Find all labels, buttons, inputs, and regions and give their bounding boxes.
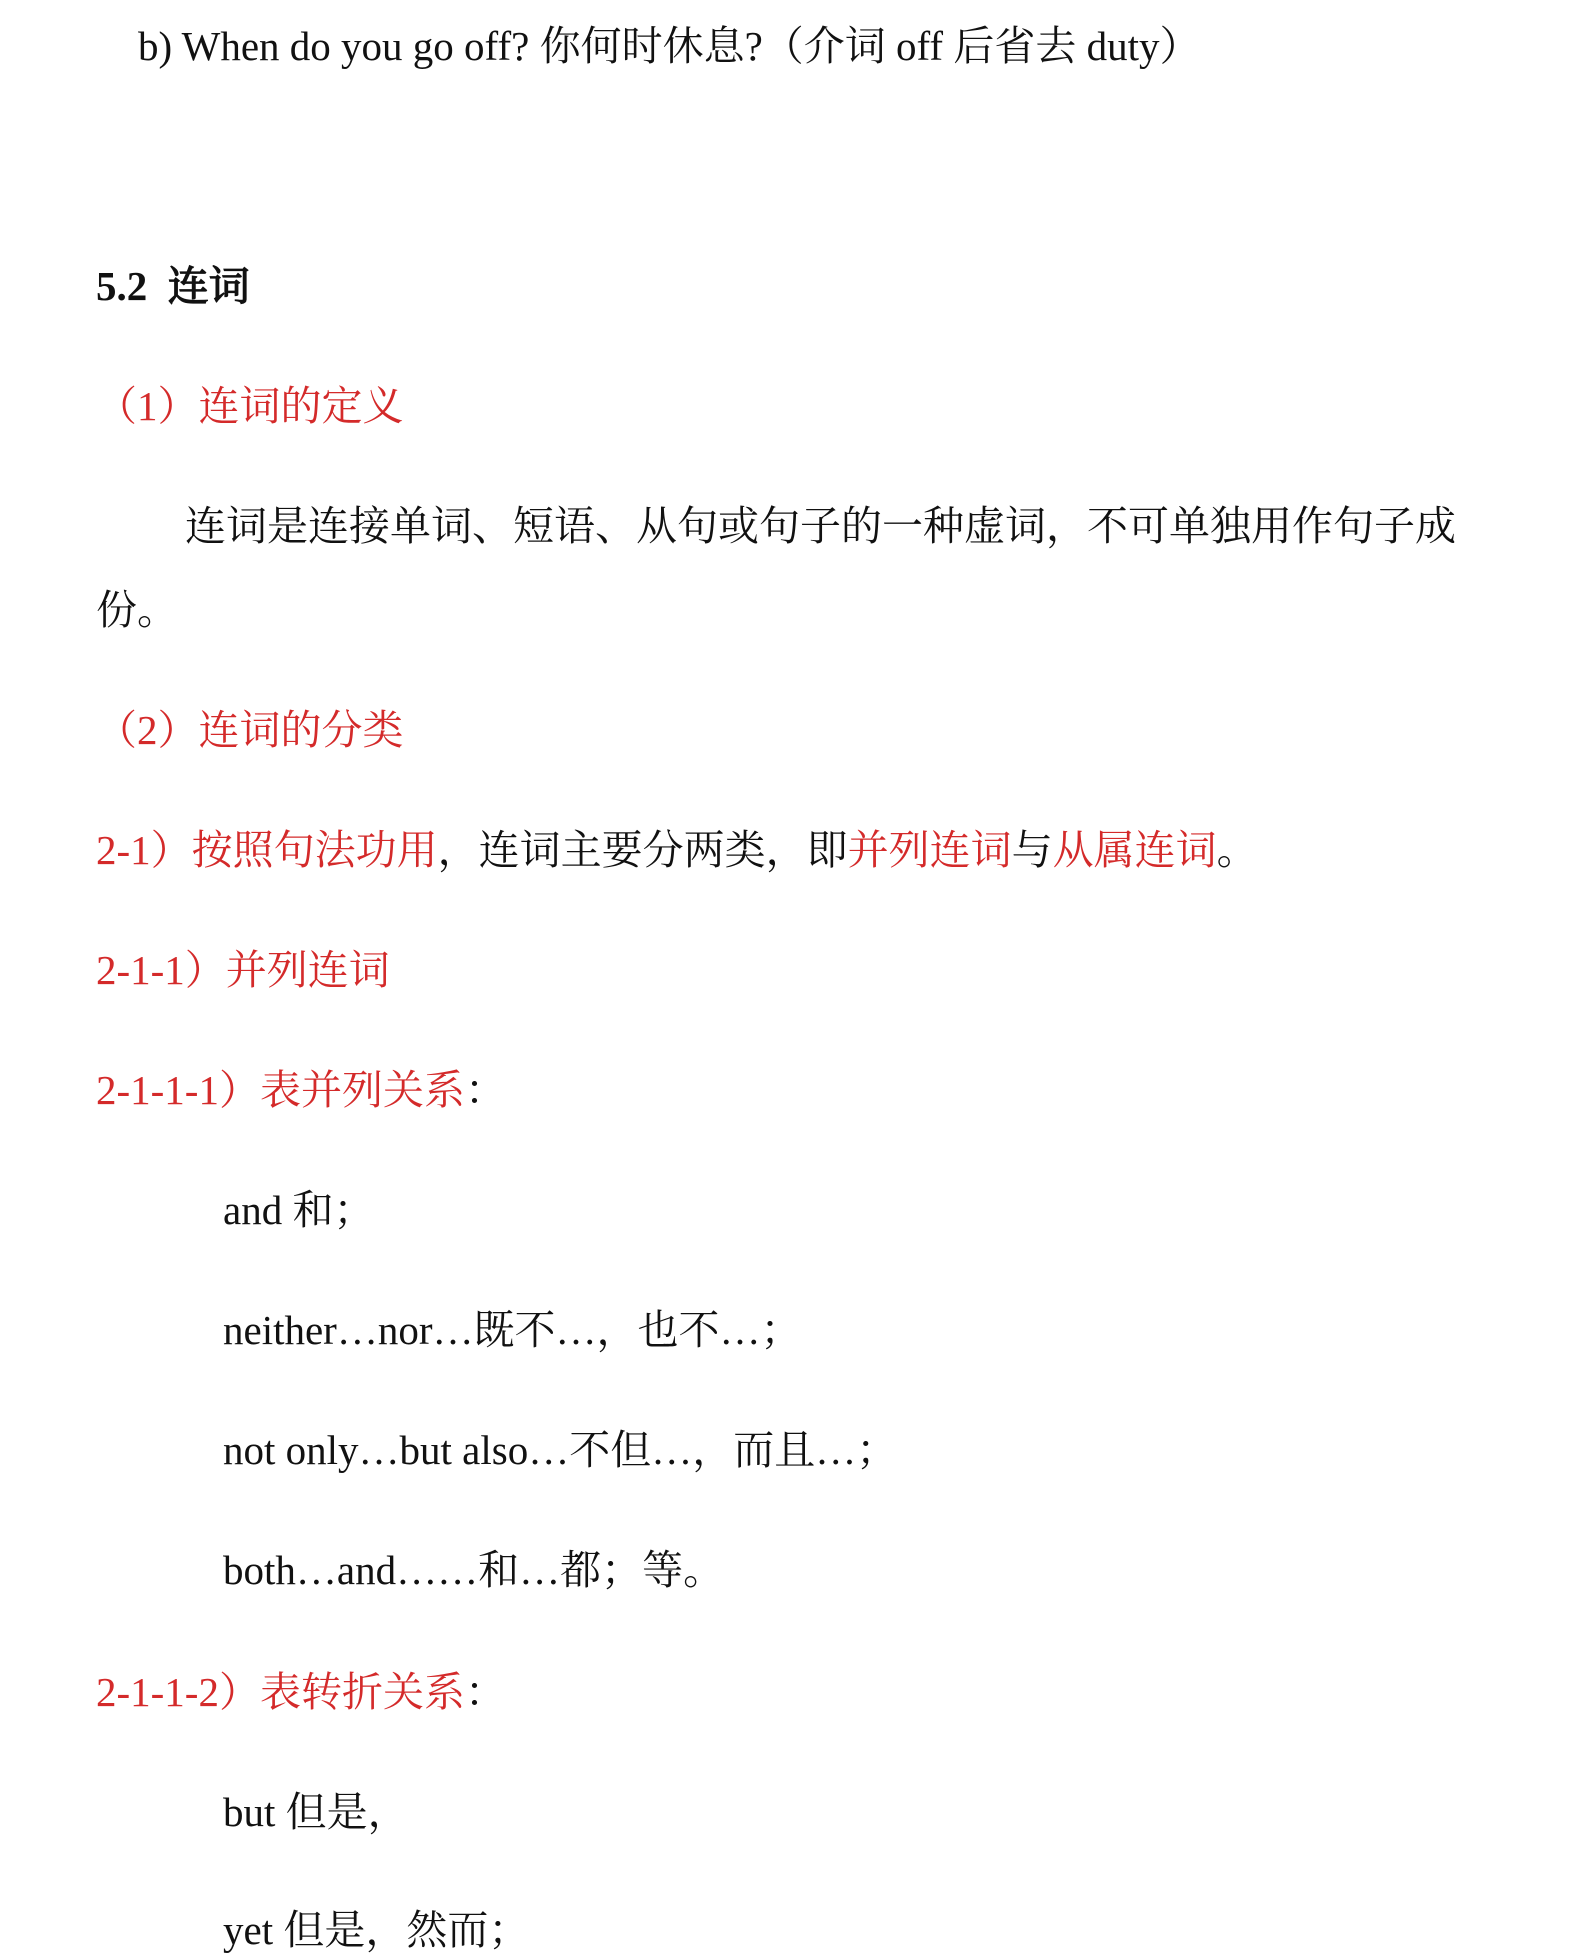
section-number: 5.2 <box>96 263 148 309</box>
section-heading <box>96 263 250 309</box>
list-item: both…and……和…都；等。 <box>223 1547 725 1593</box>
parallel-heading <box>96 1067 506 1113</box>
list-item: but 但是， <box>223 1789 409 1835</box>
contrast-heading-colon: ： <box>464 1669 506 1715</box>
classification-and: 与 <box>1011 827 1053 873</box>
list-item: neither…nor…既不…，也不…； <box>223 1307 802 1353</box>
classification-mid: ，连词主要分两类，即 <box>437 827 848 873</box>
section-title: 连词 <box>167 263 250 309</box>
coordinating-heading: 2-1-1）并列连词 <box>96 947 390 993</box>
definition-text-line-1: 连词是连接单词、短语、从句或句子的一种虚词，不可单独用作句子成 <box>185 503 1456 549</box>
classification-end: 。 <box>1216 827 1258 873</box>
definition-text-line-2: 份。 <box>96 587 178 633</box>
contrast-heading-text: 2-1-1-2）表转折关系 <box>96 1669 465 1715</box>
definition-heading: （1）连词的定义 <box>96 383 404 429</box>
subordinating-term: 从属连词 <box>1052 827 1217 873</box>
coordinating-term: 并列连词 <box>847 827 1012 873</box>
classification-prefix: 2-1）按照句法功用 <box>96 827 438 873</box>
classification-heading: （2）连词的分类 <box>96 707 404 753</box>
list-item: yet 但是，然而； <box>223 1907 530 1953</box>
contrast-heading <box>96 1669 506 1715</box>
list-item: not only…but also…不但…，而且…； <box>223 1427 898 1473</box>
classification-sentence <box>96 827 1258 873</box>
example-sentence: b) When do you go off? 你何时休息?（介词 off 后省去 duty） <box>138 23 1201 69</box>
parallel-heading-text: 2-1-1-1）表并列关系 <box>96 1067 465 1113</box>
list-item: and 和； <box>223 1187 375 1233</box>
parallel-heading-colon: ： <box>464 1067 506 1113</box>
